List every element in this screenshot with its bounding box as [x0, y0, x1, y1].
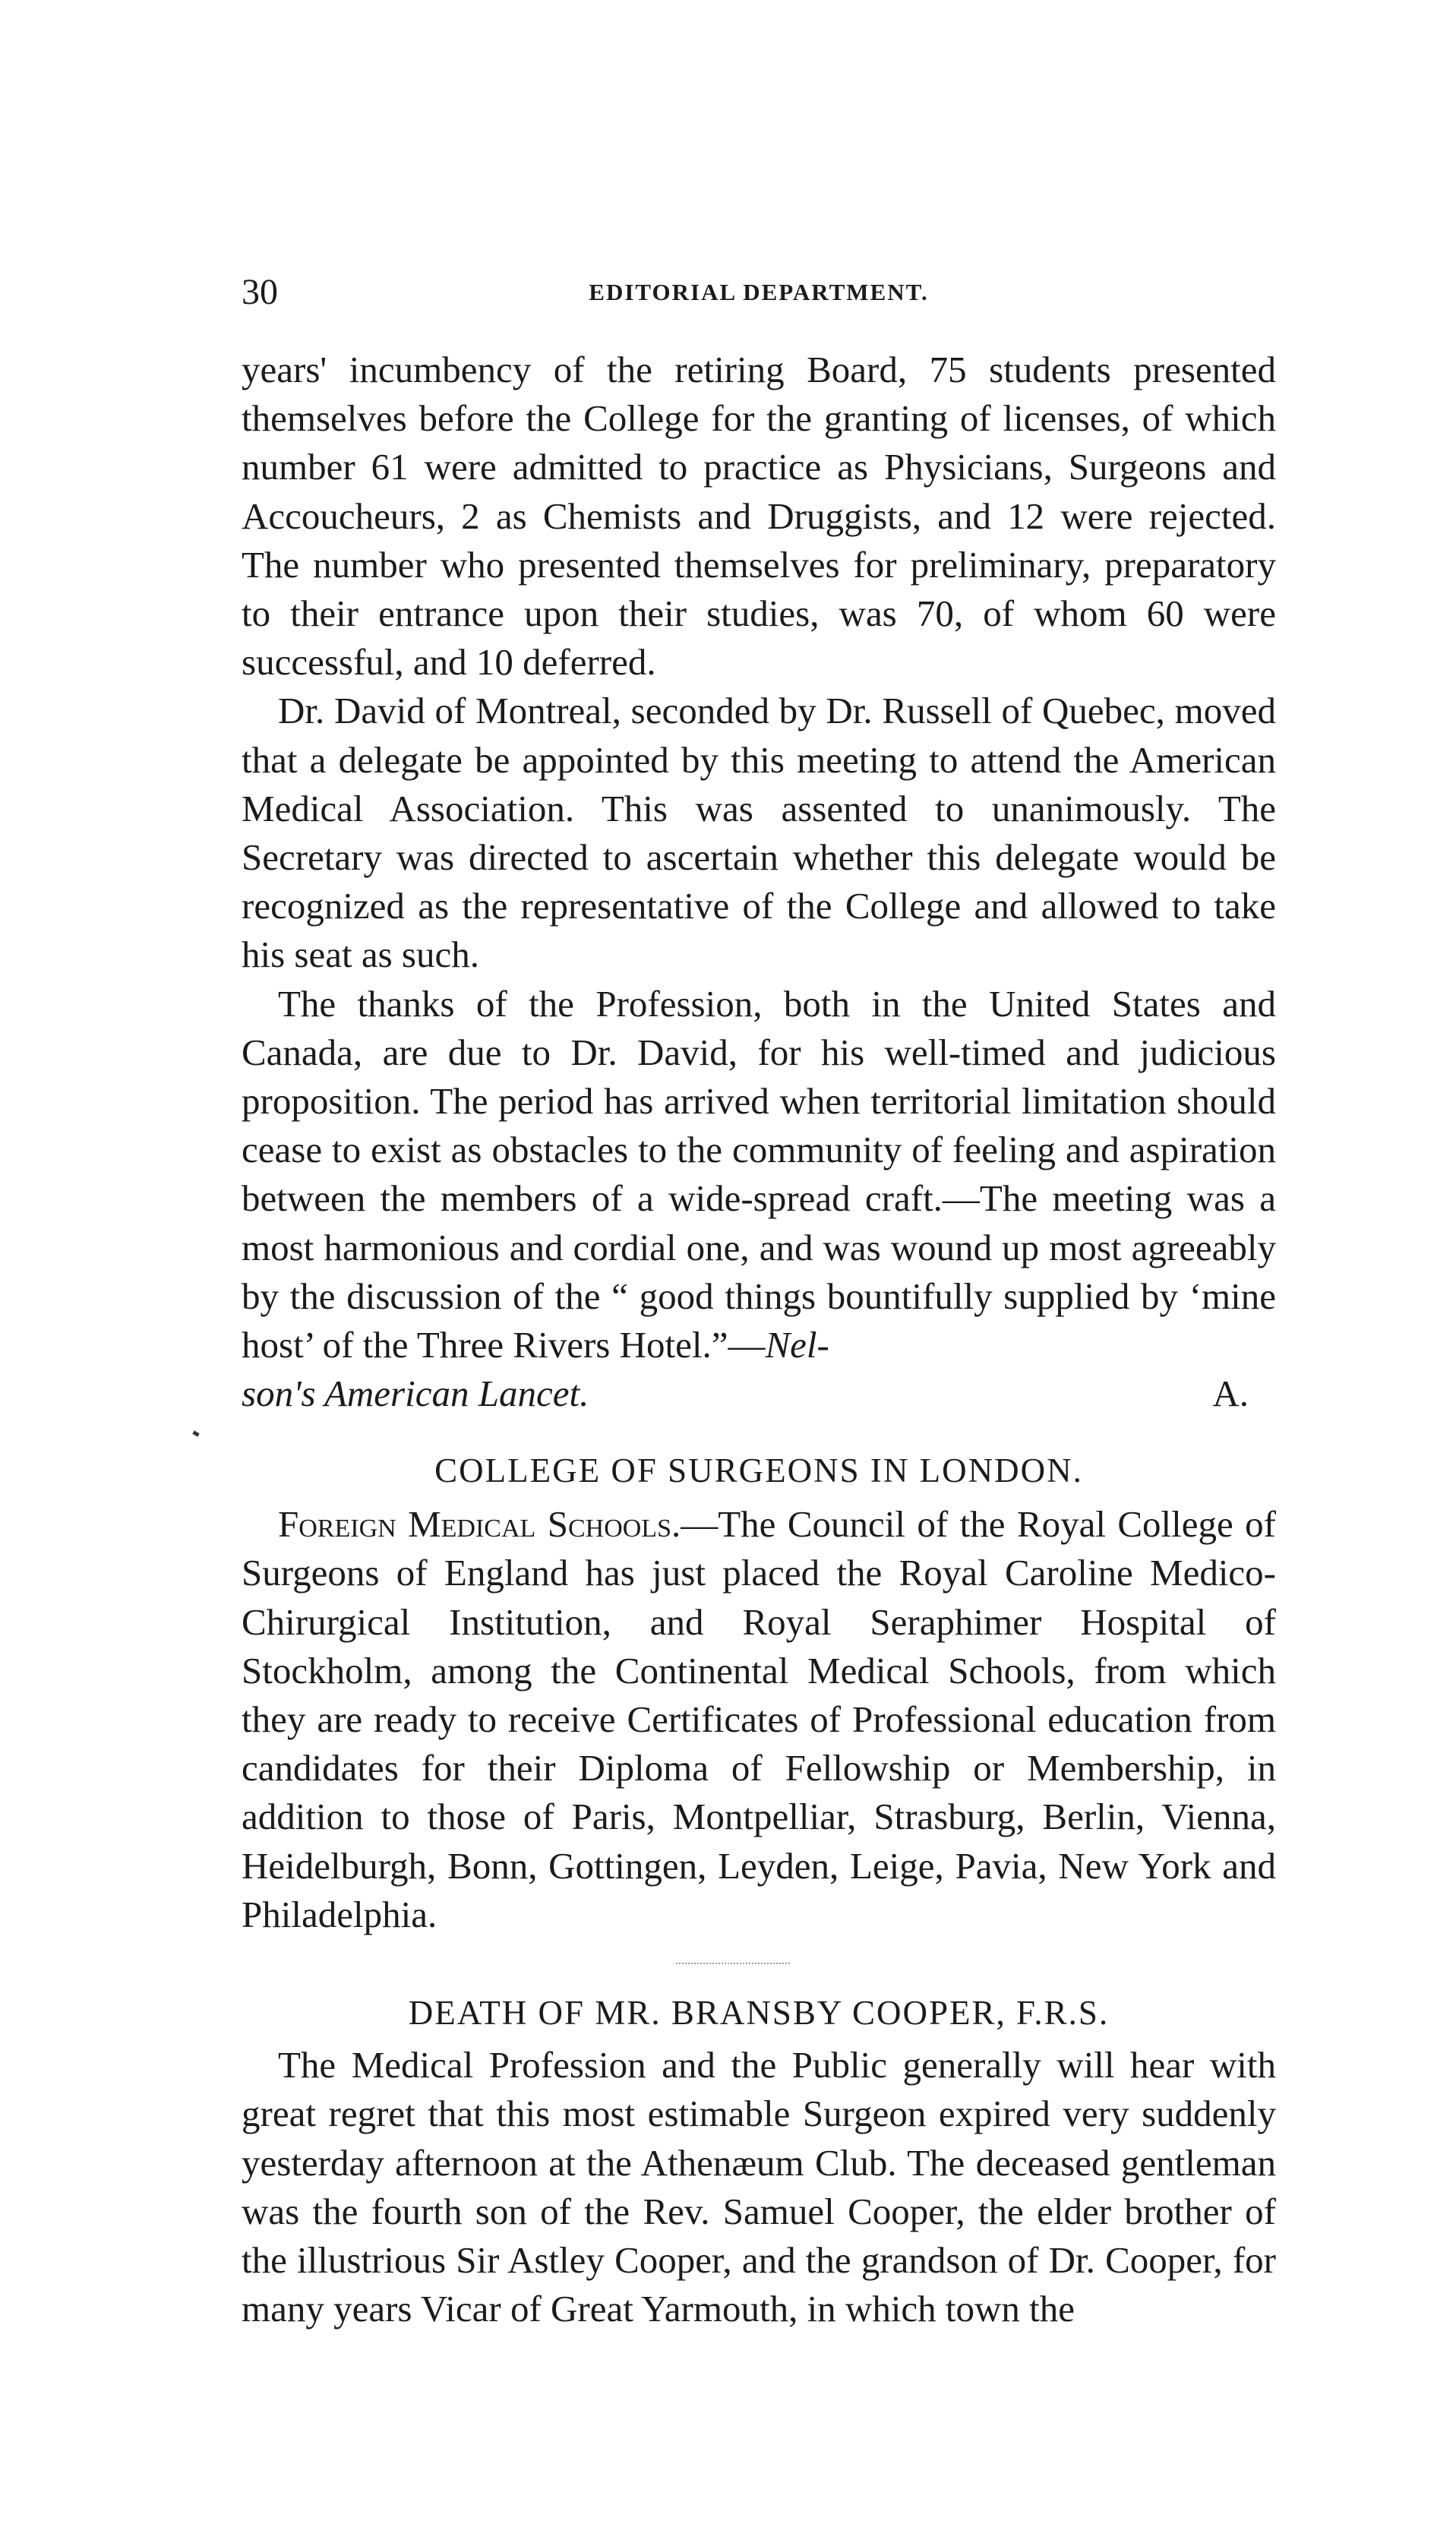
section-title-death-notice: DEATH OF MR. BRANSBY COOPER, F.R.S. [408, 1994, 1110, 2033]
citation-source: son's American Lancet. [242, 1373, 589, 1415]
page-header [242, 270, 1276, 315]
thanks-text: The thanks of the Profession, both in the United States and Canada, are due to Dr. David, for his well-timed and judicious proposition. The period has arrived when territorial limitation should cease to exist as obstacles to the community of feeling and aspiration between the members of a wide-spread craft.—The meeting was a most harmonious and cordial one, and was wound up most agreeably by the discussion of the “ good things bountifully supplied by ‘mine host’ of the Three Rivers Hotel.”— [242, 982, 1276, 1366]
paragraph-delegate-motion: Dr. David of Montreal, seconded by Dr. Russell of Quebec, moved that a delegate be appointed by this meeting to attend the American Medical Association. This was assented to unanimously. The Secretary was directed to ascertain whether this delegate would be recognized as the representative of the College and allowed to take his seat as such. [242, 690, 1276, 976]
running-head: EDITORIAL DEPARTMENT. [589, 279, 929, 305]
lead-in-foreign-schools: Foreign Medical Schools. [278, 1503, 681, 1546]
page-number: 30 [242, 272, 278, 312]
paragraph-board-statistics: years' incumbency of the retiring Board, 75 students presented themselves before the College for the granting of licenses, of which number 61 were admitted to practice as Physicians, Surgeons and Accoucheurs, 2 as Chemists and Druggists, and 12 were rejected. The number who presented themselves for preliminary, preparatory to their entrance upon their studies, was 70, of whom 60 were successful, and 10 deferred. [242, 349, 1276, 684]
stray-ink-mark [192, 1430, 199, 1436]
citation-fragment: Nel- [765, 1324, 829, 1366]
paragraph-thanks [242, 980, 1276, 1370]
section-divider [676, 1963, 790, 1964]
citation-line [242, 1369, 1276, 1418]
section-title-college-of-surgeons: COLLEGE OF SURGEONS IN LONDON. [434, 1451, 1083, 1490]
paragraph-foreign-schools [242, 1500, 1276, 1939]
body-text [242, 346, 1276, 2333]
foreign-schools-text: —The Council of the Royal College of Surgeons of England has just placed the Royal Caroline Medico-Chirurgical Institution, and Royal Seraphimer Hospital of Stockholm, among the Continental Medical Schools, from which they are ready to receive Certificates of Professional education from candidates for their Diploma of Fellowship or Membership, in addition to those of Paris, Montpelliar, Strasburg, Berlin, Vienna, Heidelburgh, Bonn, Gottingen, Leyden, Leige, Pavia, New York and Philadelphia. [242, 1503, 1276, 1935]
author-initial: A. [1212, 1373, 1249, 1415]
paragraph-death-notice: The Medical Profession and the Public generally will hear with great regret that this most estimable Surgeon expired very suddenly yesterday afternoon at the Athenæum Club. The deceased gentleman was the fourth son of the Rev. Samuel Cooper, the elder brother of the illustrious Sir Astley Cooper, and the grandson of Dr. Cooper, for many years Vicar of Great Yarmouth, in which town the [242, 2044, 1276, 2330]
